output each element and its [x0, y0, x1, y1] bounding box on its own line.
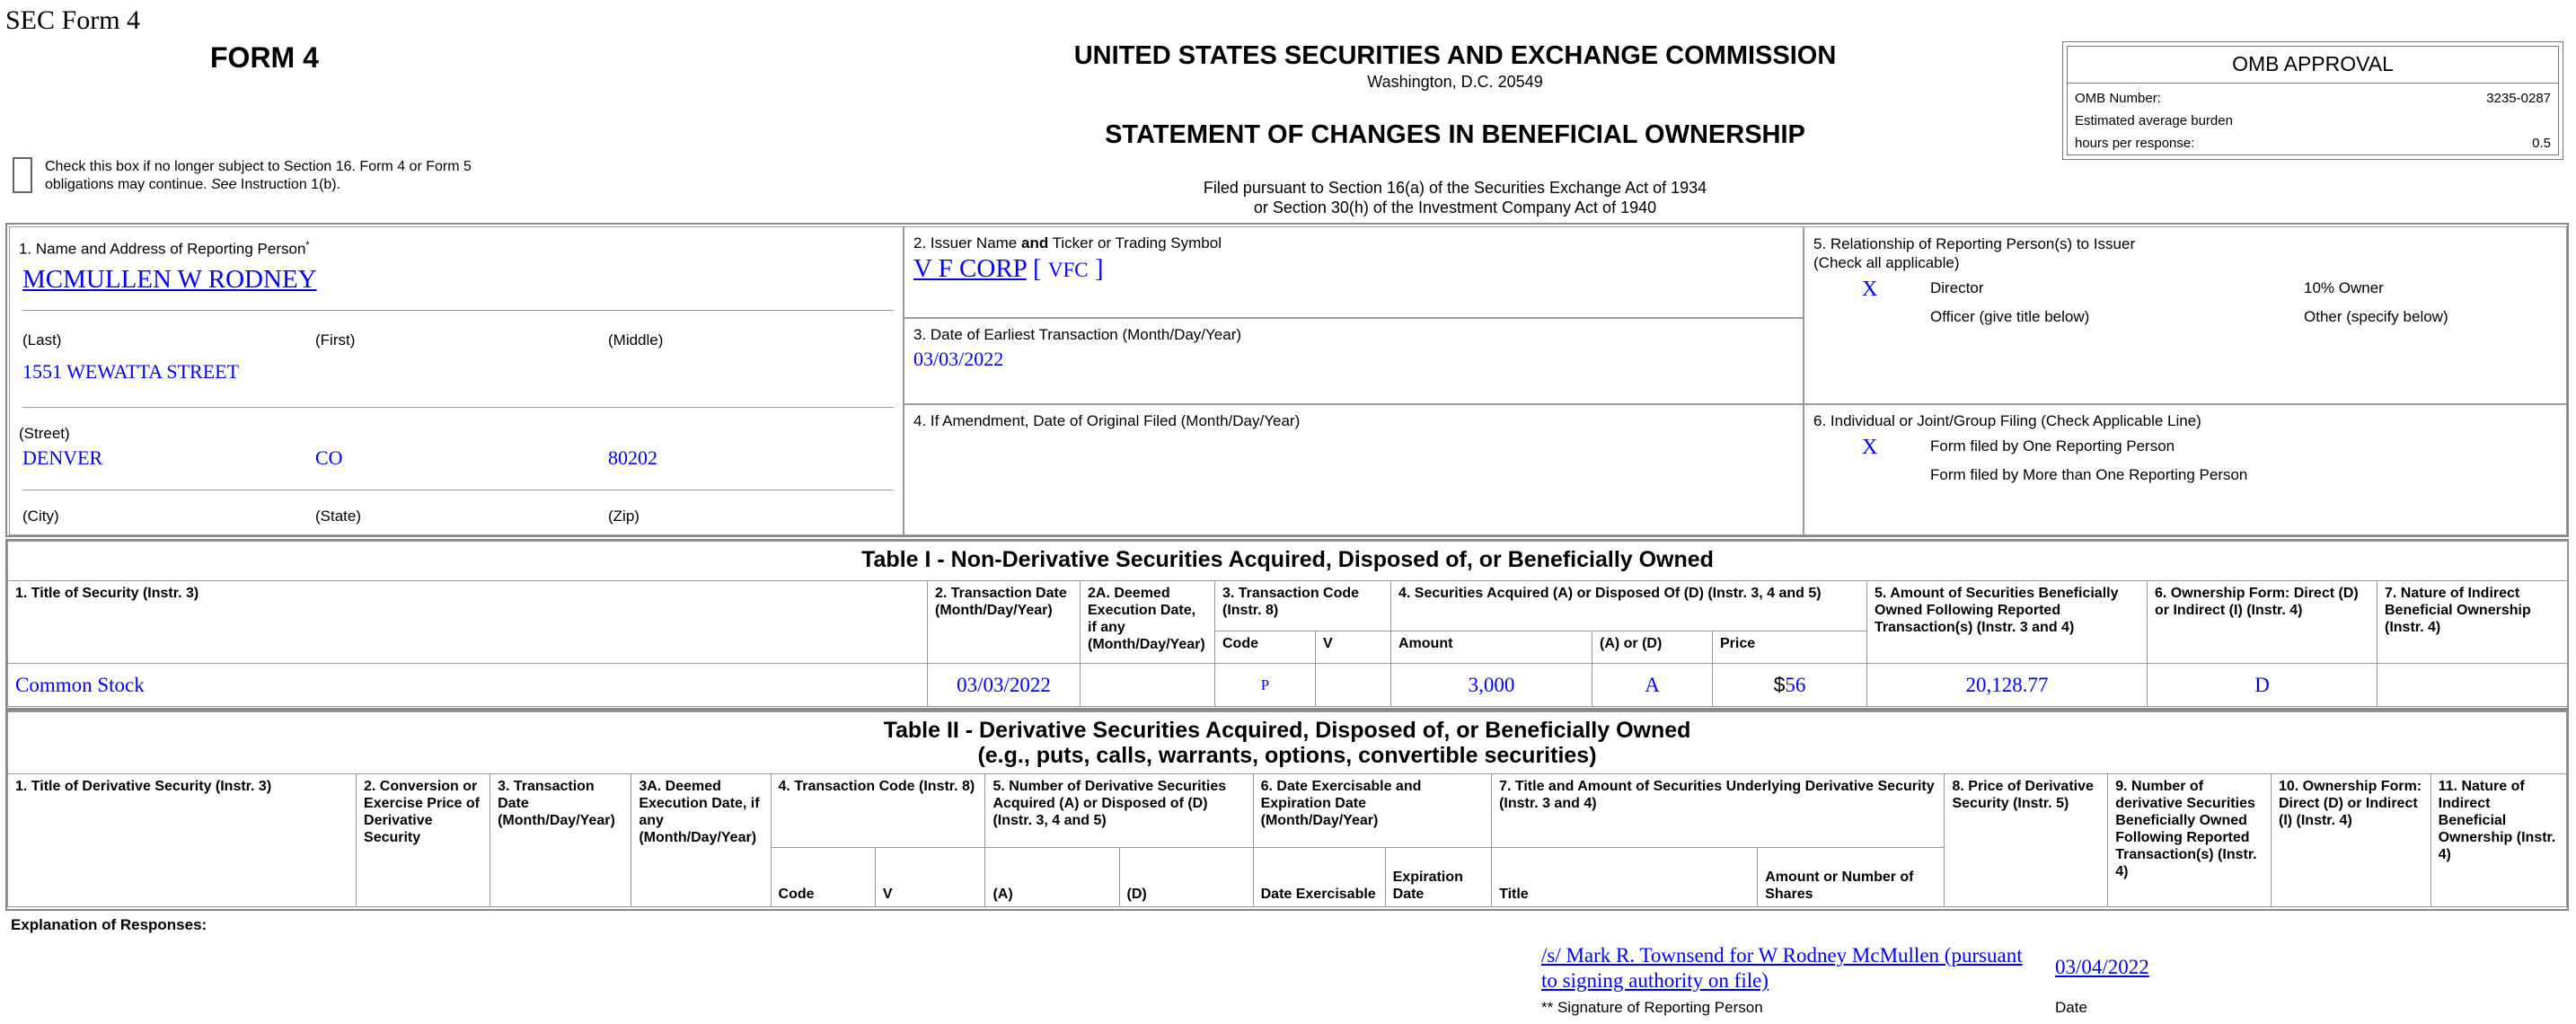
t2-sub-d: (D) — [1119, 848, 1253, 907]
t2-sub-title: Title — [1492, 848, 1758, 907]
box1-divider-1 — [22, 310, 894, 311]
one-person-mark[interactable]: X — [1862, 436, 1878, 459]
omb-number-label: OMB Number: — [2075, 91, 2161, 106]
t2-col-exercisable: 6. Date Exercisable and Expiration Date (Month/Day/Year) — [1253, 774, 1491, 848]
box1-divider-2 — [22, 407, 894, 408]
omb-title: OMB APPROVAL — [2068, 47, 2558, 84]
t2-col-ownership: 10. Ownership Form: Direct (D) or Indirect (I) (Instr. 4) — [2271, 774, 2430, 907]
form-title: FORM 4 — [210, 41, 319, 74]
ticker-symbol: VFC — [1047, 259, 1089, 281]
t1-code: P — [1215, 664, 1316, 707]
omb-hours-label: hours per response: — [2075, 136, 2195, 151]
last-label: (Last) — [22, 331, 62, 349]
statement-title: STATEMENT OF CHANGES IN BENEFICIAL OWNERSHIP — [1105, 120, 1805, 149]
t1-col-securities: 4. Securities Acquired (A) or Disposed Of (D) (Instr. 3, 4 and 5) — [1391, 581, 1867, 631]
t2-sub-v: V — [875, 848, 985, 907]
omb-hours-value: 0.5 — [2532, 136, 2551, 151]
t1-col-ownership: 6. Ownership Form: Direct (D) or Indirect (I) (Instr. 4) — [2148, 581, 2378, 664]
t1-col-nature: 7. Nature of Indirect Beneficial Ownership (Instr. 4) — [2378, 581, 2568, 664]
t1-sub-v: V — [1316, 631, 1391, 664]
section16-line-1: Check this box if no longer subject to Section 16. Form 4 or Form 5 — [45, 159, 472, 174]
officer-label: Officer (give title below) — [1930, 308, 2090, 325]
box6-label: 6. Individual or Joint/Group Filing (Check Applicable Line) — [1813, 412, 2201, 429]
t1-transaction-date: 03/03/2022 — [928, 664, 1081, 707]
t1-col-title: 1. Title of Security (Instr. 3) — [8, 581, 928, 664]
t1-v — [1316, 664, 1391, 707]
ticker-close-bracket: ] — [1094, 254, 1104, 283]
agency-name: UNITED STATES SECURITIES AND EXCHANGE COMMISSION — [1073, 41, 1837, 70]
one-person-label: Form filed by One Reporting Person — [1930, 437, 2175, 455]
t1-amount: 3,000 — [1391, 664, 1592, 707]
signature-line-1: /s/ Mark R. Townsend for W Rodney McMullen (pursuant — [1541, 944, 2023, 967]
t2-sub-code: Code — [771, 848, 875, 907]
section16-text — [45, 158, 512, 194]
earliest-transaction-date: 03/03/2022 — [913, 348, 1004, 370]
t2-sub-a: (A) — [985, 848, 1119, 907]
t2-sub-amount-shares: Amount or Number of Shares — [1758, 848, 1945, 907]
box1-asterisk: * — [305, 240, 310, 251]
t1-price-value: 56 — [1785, 674, 1806, 696]
agency-location: Washington, D.C. 20549 — [1367, 73, 1543, 91]
t1-deemed-date — [1081, 664, 1215, 707]
section16-line-2 — [45, 176, 512, 194]
sec-form-label: SEC Form 4 — [5, 5, 141, 35]
reporting-grid — [5, 223, 2569, 537]
explanation-of-responses: Explanation of Responses: — [11, 916, 207, 933]
box1-label — [19, 240, 310, 259]
box1-label-text: 1. Name and Address of Reporting Person — [19, 240, 306, 258]
city-label: (City) — [22, 508, 59, 525]
box2-issuer — [904, 226, 1804, 318]
box5-label-1: 5. Relationship of Reporting Person(s) to Issuer — [1813, 235, 2136, 252]
t1-price-symbol: $ — [1773, 673, 1786, 696]
t1-price — [1713, 664, 1867, 707]
box3-label: 3. Date of Earliest Transaction (Month/Day/Year) — [913, 326, 1242, 343]
t1-col-deemed: 2A. Deemed Execution Date, if any (Month/Day/Year) — [1081, 581, 1215, 664]
box2-label-a: 2. Issuer Name — [913, 234, 1021, 252]
t2-col-price: 8. Price of Derivative Security (Instr. 5) — [1945, 774, 2108, 907]
filed-line-2: or Section 30(h) of the Investment Company Act of 1940 — [1253, 199, 1657, 216]
street-label: (Street) — [19, 425, 70, 442]
first-label: (First) — [315, 331, 356, 349]
signature-line-2: to signing authority on file) — [1541, 969, 1769, 992]
box5-relationship — [1804, 226, 2567, 404]
t1-security-title: Common Stock — [8, 664, 928, 707]
t1-sub-amount: Amount — [1391, 631, 1592, 664]
box4-amendment — [904, 404, 1804, 535]
table-row — [8, 664, 2568, 707]
signature-link[interactable] — [1541, 943, 2023, 993]
table2-title-2: (e.g., puts, calls, warrants, options, convertible securities) — [977, 743, 1597, 768]
t1-aord: A — [1592, 664, 1713, 707]
more-person-label: Form filed by More than One Reporting Person — [1930, 466, 2248, 483]
middle-label: (Middle) — [608, 331, 664, 349]
section16-line-2b: Instruction 1(b). — [236, 177, 341, 192]
t2-sub-date-exercisable: Date Exercisable — [1253, 848, 1385, 907]
box1-reporting-person — [9, 226, 904, 535]
section16-checkbox[interactable] — [13, 157, 32, 193]
t1-col-owned: 5. Amount of Securities Beneficially Owned Following Reported Transaction(s) (Instr. 3 and 4) — [1867, 581, 2148, 664]
street-value: 1551 WEWATTA STREET — [22, 360, 240, 383]
t2-col-number: 5. Number of Derivative Securities Acquired (A) or Disposed of (D) (Instr. 3, 4 and 5) — [985, 774, 1253, 848]
state-label: (State) — [315, 508, 362, 525]
signature-label: ** Signature of Reporting Person — [1541, 999, 1763, 1016]
t2-sub-expiration: Expiration Date — [1385, 848, 1491, 907]
t1-form: D — [2148, 664, 2378, 707]
agency-block — [844, 41, 2066, 92]
t1-sub-aord: (A) or (D) — [1592, 631, 1713, 664]
section16-line-2a: obligations may continue. — [45, 177, 211, 192]
box6-filing — [1804, 404, 2567, 535]
table1 — [7, 541, 2568, 707]
t1-nature — [2378, 664, 2568, 707]
section16-see: See — [211, 177, 237, 192]
t1-sub-price: Price — [1713, 631, 1867, 664]
filed-pursuant — [844, 178, 2066, 217]
reporting-person-name[interactable]: MCMULLEN W RODNEY — [22, 265, 317, 294]
t2-col-deemed: 3A. Deemed Execution Date, if any (Month/Day/Year) — [631, 774, 771, 907]
t2-col-date: 3. Transaction Date (Month/Day/Year) — [490, 774, 631, 907]
t2-col-owned: 9. Number of derivative Securities Beneficially Owned Following Reported Transaction(s) (Instr. 4) — [2108, 774, 2272, 907]
director-label: Director — [1930, 279, 1984, 296]
box5-label — [1813, 234, 2135, 272]
t2-col-conversion: 2. Conversion or Exercise Price of Derivative Security — [357, 774, 490, 907]
ten-pct-owner-label: 10% Owner — [2304, 279, 2384, 296]
t2-col-nature: 11. Nature of Indirect Beneficial Ownership (Instr. 4) — [2430, 774, 2566, 907]
t2-col-code: 4. Transaction Code (Instr. 8) — [771, 774, 985, 848]
box4-label: 4. If Amendment, Date of Original Filed (Month/Day/Year) — [913, 412, 1301, 429]
state-value: CO — [315, 446, 343, 469]
omb-burden-label: Estimated average burden — [2075, 113, 2233, 128]
zip-label: (Zip) — [608, 508, 640, 525]
ticker-open-bracket: [ — [1032, 254, 1042, 283]
t1-col-code: 3. Transaction Code (Instr. 8) — [1215, 581, 1391, 631]
zip-value: 80202 — [608, 446, 657, 469]
box2-label — [913, 234, 1222, 252]
city-value: DENVER — [22, 446, 103, 469]
omb-number-value: 3235-0287 — [2486, 91, 2551, 106]
t1-col-date: 2. Transaction Date (Month/Day/Year) — [928, 581, 1081, 664]
issuer-name-link[interactable]: V F CORP — [913, 254, 1027, 283]
director-mark[interactable]: X — [1862, 278, 1878, 301]
t2-col-title: 1. Title of Derivative Security (Instr. 3) — [8, 774, 357, 907]
other-label: Other (specify below) — [2304, 308, 2448, 325]
table2 — [7, 711, 2567, 907]
box2-label-b: Ticker or Trading Symbol — [1048, 234, 1222, 252]
t1-sub-code: Code — [1215, 631, 1316, 664]
box2-label-and: and — [1021, 234, 1049, 252]
t2-col-underlying: 7. Title and Amount of Securities Underlying Derivative Security (Instr. 3 and 4) — [1492, 774, 1945, 848]
t1-owned: 20,128.77 — [1867, 664, 2148, 707]
date-label: Date — [2055, 999, 2087, 1016]
box3-earliest-date — [904, 318, 1804, 404]
box5-label-2: (Check all applicable) — [1813, 254, 1960, 271]
signature-date[interactable]: 03/04/2022 — [2055, 956, 2149, 978]
table2-title — [8, 712, 2567, 774]
table2-title-1: Table II - Derivative Securities Acquired, Disposed of, or Beneficially Owned — [883, 718, 1691, 743]
table1-title: Table I - Non-Derivative Securities Acquired, Disposed of, or Beneficially Owned — [8, 542, 2568, 581]
omb-approval-box — [2062, 41, 2563, 160]
filed-line-1: Filed pursuant to Section 16(a) of the Securities Exchange Act of 1934 — [1203, 179, 1707, 197]
issuer-line — [913, 254, 1104, 284]
